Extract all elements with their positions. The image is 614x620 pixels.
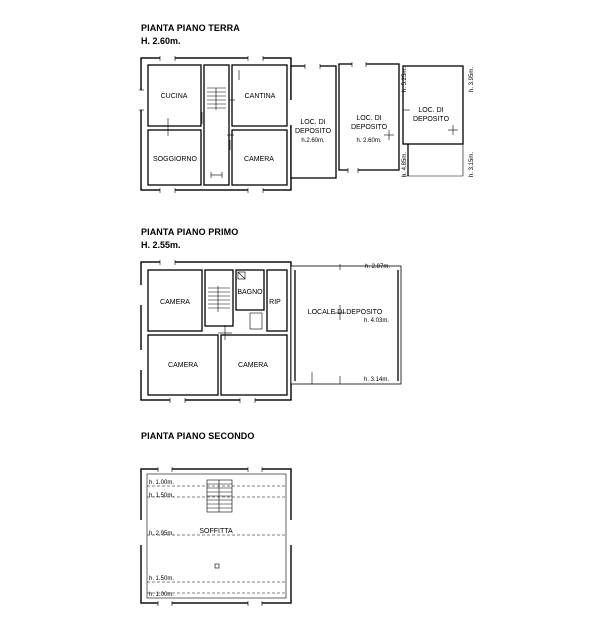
first-floor-title: PIANTA PIANO PRIMO [141, 227, 239, 237]
height-label-g1: h. 5.25m. [402, 66, 408, 92]
ground-floor-height: H. 2.60m. [141, 36, 181, 46]
label-deposito-1a: LOC. DI [300, 119, 326, 126]
label-deposito-2c: h. 2.60m. [356, 138, 382, 144]
label-rip: RIP [269, 299, 281, 306]
first-floor-height: H. 2.55m. [141, 240, 181, 250]
height-label-f3: h. 3.14m. [364, 377, 390, 383]
label-deposito-3b: DEPOSITO [412, 116, 450, 123]
label-camera-ground: CAMERA [244, 156, 274, 163]
room-locale-deposito [291, 266, 401, 384]
label-camera-2: CAMERA [168, 362, 198, 369]
label-camera-3: CAMERA [238, 362, 268, 369]
label-deposito-2b: DEPOSITO [350, 124, 388, 131]
stairs-area-first [205, 270, 233, 326]
ground-floor-title: PIANTA PIANO TERRA [141, 23, 240, 33]
label-deposito-1c: h.2.60m. [301, 138, 325, 144]
label-locale-deposito: LOCALE DI DEPOSITO [307, 309, 383, 316]
label-deposito-2a: LOC. DI [356, 115, 382, 122]
height-label-f1: h. 2.87m. [365, 264, 391, 270]
label-cantina: CANTINA [244, 93, 276, 100]
ground-floor-plan [139, 56, 475, 193]
height-label-g2: h. 4.85m. [402, 151, 408, 177]
label-camera-1: CAMERA [160, 299, 190, 306]
height-label-s3: h. 2.95m. [149, 531, 175, 537]
height-label-s5: h. 1.00m. [149, 592, 175, 598]
label-deposito-3a: LOC. DI [418, 107, 444, 114]
height-label-g4: h. 3.15m. [469, 151, 475, 177]
second-floor-title: PIANTA PIANO SECONDO [141, 431, 255, 441]
room-deposito-3 [403, 66, 463, 144]
height-label-s4: h. 1.50m. [149, 576, 175, 582]
label-bagno: BAGNO [237, 289, 263, 296]
first-floor-plan [141, 260, 401, 403]
second-floor-plan [141, 467, 291, 606]
label-soggiorno: SOGGIORNO [153, 156, 197, 163]
height-label-g3: h. 3.95m. [469, 66, 475, 92]
label-cucina: CUCINA [160, 93, 188, 100]
height-label-s1: h. 1.00m. [149, 480, 175, 486]
label-deposito-1b: DEPOSITO [294, 128, 332, 135]
height-label-s2: h. 1.50m. [149, 493, 175, 499]
label-soffitta: SOFFITTA [199, 528, 233, 535]
staircase-area [204, 65, 229, 185]
height-label-f2: h. 4.03m. [364, 318, 390, 324]
